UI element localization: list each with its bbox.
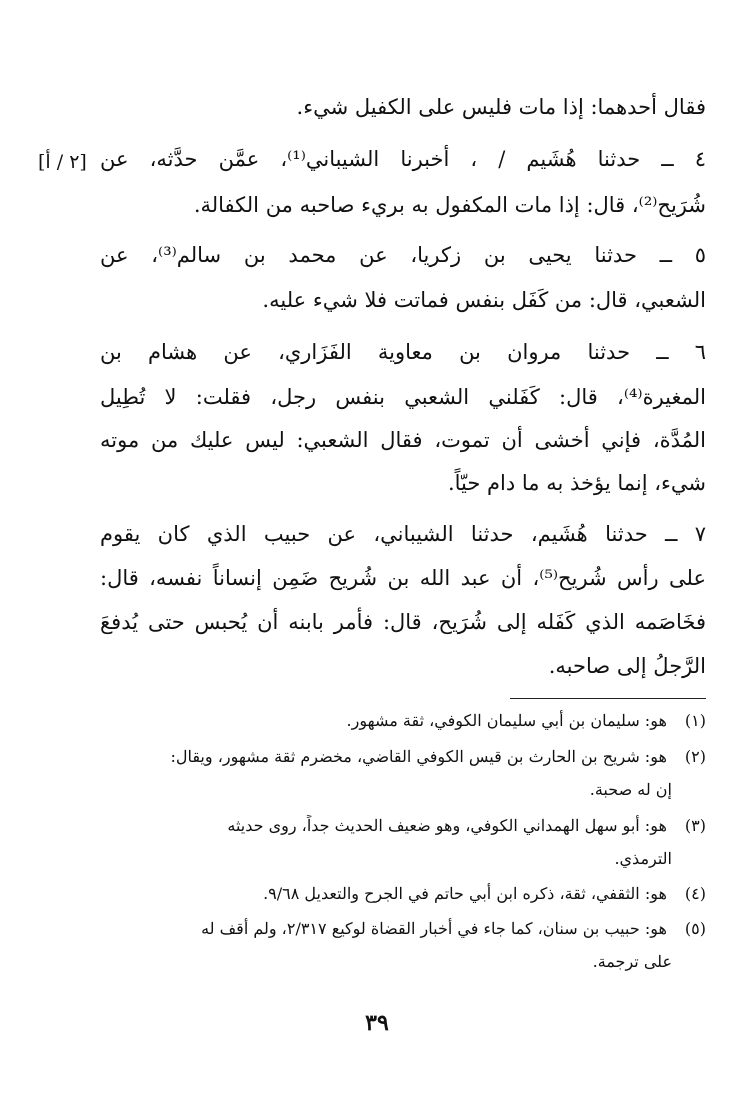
footnote-continuation: الترمذي. xyxy=(614,849,672,868)
footnote-number: (٣) xyxy=(684,816,706,835)
footnote-text: هو: شريح بن الحارث بن قيس الكوفي القاضي، مخضرم ثقة مشهور، ويقال: xyxy=(170,747,667,766)
body-line: فخَاصَمه الذي كَفَله إلى شُرَيح، قال: فأمر بابنه أن يُحبس حتى يُدفعَ xyxy=(100,610,706,634)
body-line: ٧ ــ حدثنا هُشَيم، حدثنا الشيباني، عن حبيب الذي كان يقوم xyxy=(100,522,706,546)
manuscript-folio-marker: [٢ / أ] xyxy=(38,151,87,173)
footnote xyxy=(92,710,706,732)
footnote-text: هو: سليمان بن أبي سليمان الكوفي، ثقة مشهور. xyxy=(346,711,667,730)
footnote-number: (٤) xyxy=(684,884,706,903)
body-line: ٦ ــ حدثنا مروان بن معاوية الفَزَاري، عن هشام بن xyxy=(100,340,706,364)
footnote-number: (١) xyxy=(684,711,706,730)
footnote-text: هو: الثقفي، ثقة، ذكره ابن أبي حاتم في الجرح والتعديل ٩/٦٨. xyxy=(263,884,667,903)
footnote-text: هو: حبيب بن سنان، كما جاء في أخبار القضاة لوكيع ٢/٣١٧، ولم أقف له xyxy=(201,919,667,938)
page-number: ٣٩ xyxy=(365,1010,389,1036)
body-line: ٤ ــ حدثنا هُشَيم / ، أخبرنا الشيباني⁽¹⁾، عمَّن حدَّثه، عن xyxy=(100,147,706,171)
footnote-continuation: إن له صحبة. xyxy=(589,780,672,799)
footnote-number: (٥) xyxy=(684,919,706,938)
footnote-text: هو: أبو سهل الهمداني الكوفي، وهو ضعيف الحديث جداً، روى حديثه xyxy=(227,816,667,835)
footnote-continuation: على ترجمة. xyxy=(592,952,672,971)
footnote xyxy=(92,883,706,905)
body-line: فقال أحدهما: إذا مات فليس على الكفيل شيء. xyxy=(296,95,706,119)
body-line: شُرَيح⁽²⁾، قال: إذا مات المكفول به بريء صاحبه من الكفالة. xyxy=(193,193,706,217)
footnote-number: (٢) xyxy=(684,747,706,766)
body-line: الشعبي، قال: من كَفَل بنفس فماتت فلا شيء عليه. xyxy=(262,288,706,312)
footnote xyxy=(92,918,706,940)
footnote xyxy=(92,815,706,837)
body-line: المُدَّة، فإني أخشى أن تموت، فقال الشعبي: ليس عليك من موته xyxy=(100,428,706,452)
body-line: المغيرة⁽⁴⁾، قال: كَفَلني الشعبي بنفس رجل، فقلت: لا تُطِيل xyxy=(100,385,706,409)
body-line: ٥ ــ حدثنا يحيى بن زكريا، عن محمد بن سالم⁽³⁾، عن xyxy=(100,243,706,267)
footnote xyxy=(92,746,706,768)
body-line: شيء، إنما يؤخذ به ما دام حيّاً. xyxy=(447,471,706,495)
body-line: على رأس شُريح⁽⁵⁾، أن عبد الله بن شُريح ضَمِن إنساناً نفسه، قال: xyxy=(100,566,706,590)
footnote-divider xyxy=(510,698,706,699)
body-line: الرَّجلُ إلى صاحبه. xyxy=(548,654,706,678)
